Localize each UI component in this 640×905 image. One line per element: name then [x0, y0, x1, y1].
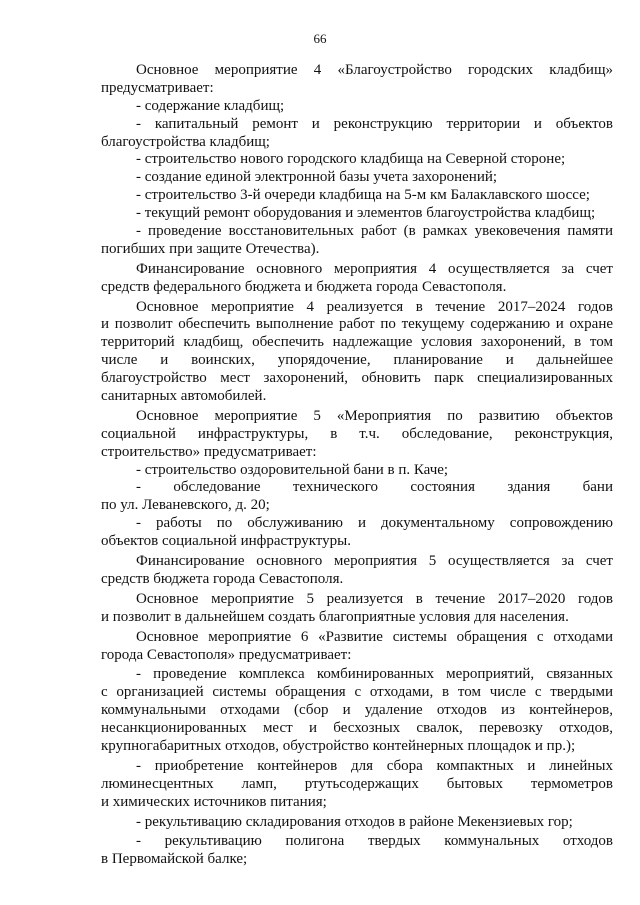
text-line: и химических источников питания; [101, 793, 327, 810]
text-line: Основное мероприятие 5 «Мероприятия по развитию объектов [136, 407, 613, 424]
text-line: Основное мероприятие 4 «Благоустройство городских кладбищ» [136, 62, 613, 78]
text-line: крупногабаритных отходов, обустройство контейнерных площадок и пр.); [101, 737, 576, 754]
text-line: коммунальными отходами (сбор и удаление отходов из контейнеров, [101, 702, 613, 719]
document-body [101, 62, 613, 869]
text-line: - создание единой электронной базы учета захоронений; [136, 169, 498, 186]
text-line: Основное мероприятие 5 реализуется в течение 2017–2020 годов [136, 590, 613, 607]
text-line: - текущий ремонт оборудования и элементов благоустройства кладбищ; [136, 205, 596, 222]
text-line: территорий кладбищ, обеспечить надлежащие условия захоронений, в том [101, 334, 613, 351]
text-line: Основное мероприятие 4 реализуется в течение 2017–2024 годов [136, 298, 613, 315]
text-line: с организацией системы обращения с отходами, в том числе с твердыми [101, 684, 613, 701]
text-line: благоустройства кладбищ; [101, 133, 270, 150]
text-line: - проведение восстановительных работ (в рамках увековечения памяти [136, 223, 613, 240]
text-line: предусматривает: [101, 79, 214, 96]
text-line: - содержание кладбищ; [136, 97, 285, 114]
text-line: - работы по обслуживанию и документальному сопровождению [136, 515, 613, 532]
text-line: социальной инфраструктуры, в т.ч. обследование, реконструкция, [101, 425, 613, 442]
text-line: - строительство нового городского кладбища на Северной стороне; [136, 151, 566, 168]
text-line: средств федерального бюджета и бюджета города Севастополя. [101, 278, 507, 295]
text-line: - обследование технического состояния здания бани [136, 479, 613, 496]
text-line: - проведение комплекса комбинированных мероприятий, связанных [136, 666, 613, 683]
text-line: числе и воинских, упорядочение, планирование и дальнейшее [101, 352, 613, 369]
text-line: и позволит в дальнейшем создать благоприятные условия для населения. [101, 608, 569, 625]
text-line: несанкционированных мест и бесхозных свалок, перевозку отходов, [101, 720, 613, 737]
text-line: - строительство оздоровительной бани в п. Каче; [136, 461, 449, 478]
text-line: - рекультивацию складирования отходов в районе Мекензиевых гор; [136, 813, 573, 830]
text-line: Финансирование основного мероприятия 5 осуществляется за счет [136, 553, 613, 570]
text-line: объектов социальной инфраструктуры. [101, 533, 351, 550]
text-line: - капитальный ремонт и реконструкцию территории и объектов [136, 115, 613, 132]
text-line: средств бюджета города Севастополя. [101, 570, 344, 587]
text-line: Основное мероприятие 6 «Развитие системы обращения с отходами [136, 628, 613, 645]
text-line: города Севастополя» предусматривает: [101, 646, 352, 663]
text-line: санитарных автомобилей. [101, 388, 267, 405]
text-line: погибших при защите Отечества). [101, 240, 320, 257]
text-line: благоустройство мест захоронений, обновить парк специализированных [101, 370, 613, 387]
text-line: строительство» предусматривает: [101, 443, 317, 460]
text-line: - строительство 3-й очереди кладбища на 5-м км Балаклавского шоссе; [136, 187, 590, 204]
text-line: в Первомайской балке; [101, 851, 248, 868]
text-line: - рекультивацию полигона твердых коммунальных отходов [136, 833, 613, 850]
text-line: Финансирование основного мероприятия 4 осуществляется за счет [136, 260, 613, 277]
text-line: люминесцентных ламп, ртутьсодержащих бытовых термометров [101, 775, 613, 792]
text-line: по ул. Леваневского, д. 20; [101, 497, 270, 514]
page-number: 66 [313, 31, 327, 46]
text-line: - приобретение контейнеров для сбора компактных и линейных [136, 757, 613, 774]
text-line: и позволит обеспечить выполнение работ по текущему содержанию и охране [101, 316, 613, 333]
